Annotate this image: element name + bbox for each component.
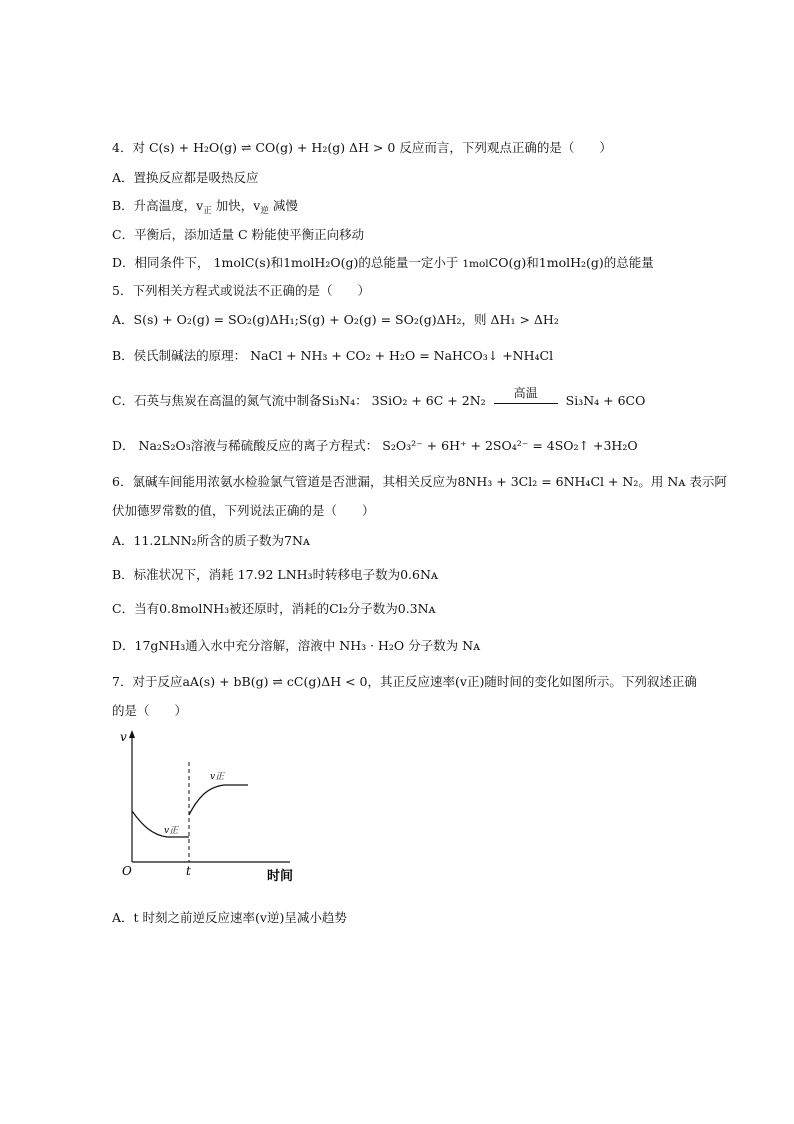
y-axis-label: v bbox=[120, 730, 127, 744]
high-temperature-label: 高温 bbox=[513, 385, 538, 400]
q7-stem1-post: ，其正反应速率 bbox=[367, 674, 456, 689]
q5-d-mid: 溶液与稀硫酸反应的离子方程式： bbox=[190, 438, 379, 453]
q4-option-b bbox=[112, 197, 298, 215]
q4-d-b: 1molH₂O(g) bbox=[283, 255, 359, 270]
q4-stem bbox=[112, 139, 612, 157]
q7-option-a bbox=[112, 909, 347, 927]
q7-stem1-eq: aA(s) + bB(g) ⇌ cC(g)ΔH < 0 bbox=[182, 674, 368, 689]
rate-curve-before-t bbox=[132, 811, 189, 837]
t-label: t bbox=[186, 864, 191, 878]
q4-option-d bbox=[112, 254, 654, 273]
q6-stem-line2: 伏加德罗常数的值，下列说法正确的是（ ） bbox=[112, 503, 375, 518]
q4-equation: C(s) + H₂O(g) ⇌ CO(g) + H₂(g) ΔH > 0 bbox=[148, 140, 396, 155]
q6-stem1-pre: 6．氯碱车间能用浓氨水检验氯气管道是否泄漏，其相关反应为 bbox=[112, 474, 458, 489]
q6-stem1-tail: 表示阿 bbox=[689, 474, 727, 489]
q5-d-pre: D． bbox=[112, 438, 135, 453]
reaction-arrow-line bbox=[494, 403, 558, 404]
q5-option-c bbox=[112, 385, 646, 410]
q4-d-post: 的总能量 bbox=[603, 255, 654, 270]
q4-d-and2: 和 bbox=[526, 255, 539, 270]
x-axis-label: 时间 bbox=[267, 869, 294, 884]
q4-d-c: CO(g) bbox=[488, 255, 527, 270]
q5-c-lhs: 3SiO₂ + 6C + 2N₂ bbox=[371, 393, 486, 408]
q6-stem1-eq: 8NH₃ + 3Cl₂ = 6NH₄Cl + N₂ bbox=[457, 474, 639, 489]
rate-curve-after-t bbox=[189, 785, 248, 815]
q7-stem1-pre: 7．对于反应 bbox=[112, 674, 183, 689]
q4-d-pre: D．相同条件下， bbox=[112, 255, 210, 270]
curve2-label: v正 bbox=[210, 772, 225, 782]
q5-a-label: A． bbox=[112, 312, 134, 327]
y-axis-arrow-icon bbox=[129, 730, 135, 738]
high-temperature-condition bbox=[494, 385, 558, 410]
q4-stem-post: 反应而言，下列观点正确的是（ ） bbox=[399, 140, 612, 155]
q7-a-v: (v逆) bbox=[255, 910, 285, 925]
q7-stem-line1 bbox=[112, 673, 697, 691]
q4-option-a: A．置换反应都是吸热反应 bbox=[112, 170, 259, 185]
q4-d-and1: 和 bbox=[270, 255, 284, 270]
q4-d-a: 1molC(s) bbox=[213, 255, 271, 270]
q4-stem-pre: 4．对 bbox=[112, 140, 145, 155]
q4-d-mid: 的总能量一定小于 bbox=[358, 255, 459, 270]
q5-option-b bbox=[112, 347, 553, 365]
q5-a-rel: ΔH₁ > ΔH₂ bbox=[490, 312, 559, 327]
origin-label: O bbox=[122, 864, 132, 878]
q5-stem: 5．下列相关方程式或说法不正确的是（ ） bbox=[112, 283, 370, 298]
q7-a-pre: A．t 时刻之前逆反应速率 bbox=[112, 910, 256, 925]
q5-b-pre: B．侯氏制碱法的原理： bbox=[112, 348, 247, 363]
q5-c-pre: C．石英与焦炭在高温的氮气流中制备 bbox=[112, 393, 322, 408]
q5-b-eq: NaCl + NH₃ + CO₂ + H₂O = NaHCO₃↓ +NH₄Cl bbox=[250, 348, 554, 363]
q4-b-sub1: 正 bbox=[203, 206, 212, 216]
q6-option-a: A．11.2LNN₂所含的质子数为7Nᴀ bbox=[112, 533, 310, 548]
q5-option-d bbox=[112, 437, 638, 455]
q5-d-salt: Na₂S₂O₃ bbox=[138, 438, 191, 453]
q4-b-sub2: 逆 bbox=[260, 206, 269, 216]
q6-option-d: D．17gNH₃通入水中充分溶解，溶液中 NH₃ · H₂O 分子数为 Nᴀ bbox=[112, 638, 481, 653]
q4-option-c: C．平衡后，添加适量 C 粉能使平衡正向移动 bbox=[112, 227, 365, 242]
q6-option-b: B．标准状况下，消耗 17.92 LNH₃时转移电子数为0.6Nᴀ bbox=[112, 567, 438, 582]
q7-stem1-tail: 随时间的变化如图所示。下列叙述正确 bbox=[484, 674, 697, 689]
q4-b-post: 减慢 bbox=[272, 198, 298, 213]
q6-stem1-post: 。用 bbox=[638, 474, 664, 489]
rate-time-graph bbox=[112, 727, 312, 892]
q5-option-a bbox=[112, 311, 559, 329]
q5-a-eq: S(s) + O₂(g) = SO₂(g)ΔH₁;S(g) + O₂(g) = SO₂(g)ΔH₂ bbox=[133, 312, 462, 327]
curve1-label: v正 bbox=[164, 826, 179, 836]
q4-d-d: 1molH₂(g) bbox=[538, 255, 604, 270]
q6-option-c: C．当有0.8molNH₃被还原时，消耗的Cl₂分子数为0.3Nᴀ bbox=[112, 601, 436, 616]
q4-d-c-pre: 1mol bbox=[462, 258, 489, 270]
q6-stem1-na: Nᴀ bbox=[667, 474, 686, 489]
q4-b-mid: 加快，v bbox=[215, 198, 261, 213]
q6-stem-line1 bbox=[112, 473, 727, 491]
q5-c-rhs: Si₃N₄ + 6CO bbox=[565, 393, 646, 408]
q4-b-pre: B．升高温度，v bbox=[112, 198, 204, 213]
q7-a-post: 呈减小趋势 bbox=[284, 910, 347, 925]
q7-stem-line2: 的是（ ） bbox=[112, 703, 188, 718]
q5-d-eq: S₂O₃²⁻ + 6H⁺ + 2SO₄²⁻ = 4SO₂↑ +3H₂O bbox=[382, 438, 638, 453]
q7-stem1-v: (v正) bbox=[455, 674, 485, 689]
q5-a-post: ，则 bbox=[461, 312, 487, 327]
q5-c-colon: ： bbox=[355, 393, 368, 408]
q5-c-prod: Si₃N₄ bbox=[321, 393, 356, 408]
